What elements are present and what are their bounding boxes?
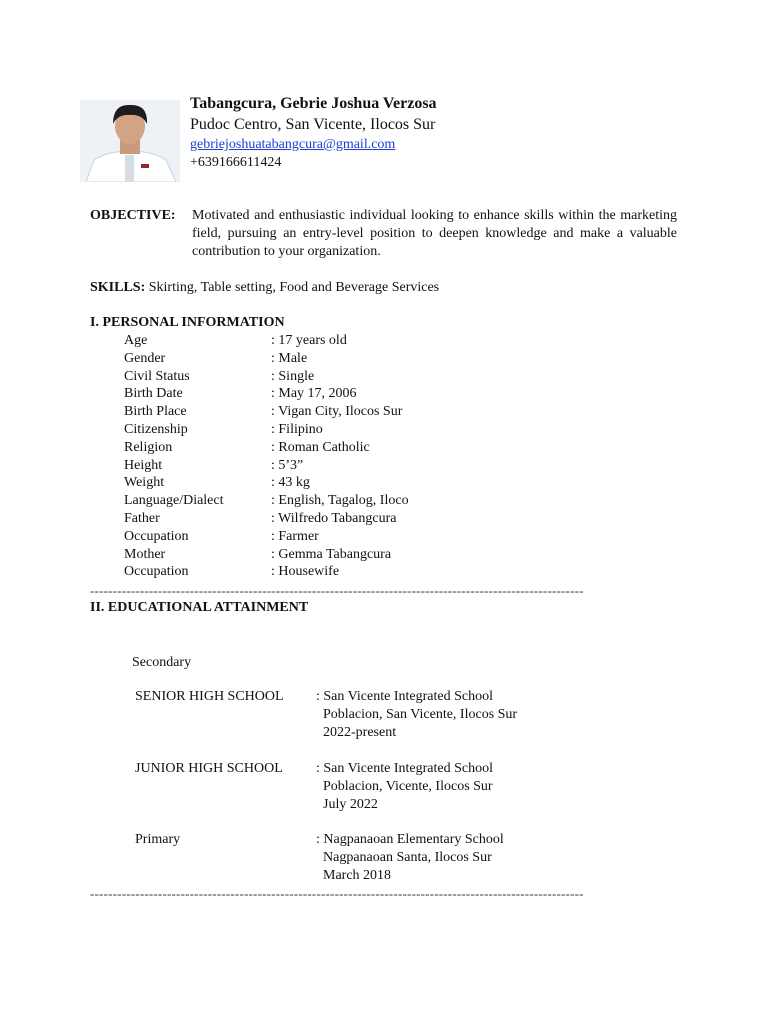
skills-line xyxy=(90,279,439,297)
info-row-mother-occupation xyxy=(124,563,564,581)
skills-label: SKILLS: xyxy=(90,280,146,295)
edu-school: : San Vicente Integrated School xyxy=(316,689,493,704)
section-divider: ------------------------------------------------------------------------------------------------------------- xyxy=(90,583,584,598)
info-key: Birth Date xyxy=(124,386,183,402)
info-value: : Housewife xyxy=(271,564,340,580)
info-key: Citizenship xyxy=(124,421,188,437)
info-value: : Filipino xyxy=(271,421,323,437)
info-row-father-occupation xyxy=(124,528,564,546)
edu-date: March 2018 xyxy=(323,867,392,883)
info-value: : 17 years old xyxy=(271,333,347,348)
edu-label-junior-high: JUNIOR HIGH SCHOOL xyxy=(135,761,283,776)
section-divider-bottom: ------------------------------------------------------------------------------------------------------------- xyxy=(90,886,584,901)
info-key: Mother xyxy=(124,546,166,562)
personal-info-table xyxy=(124,332,564,581)
info-row-religion xyxy=(124,439,564,457)
edu-date: 2022-present xyxy=(323,724,397,740)
info-key: Weight xyxy=(124,475,165,491)
edu-place: Nagpanaoan Santa, Ilocos Sur xyxy=(323,849,492,865)
info-value: : Roman Catholic xyxy=(271,439,370,455)
info-row-weight xyxy=(124,474,564,492)
info-row-father xyxy=(124,510,564,528)
edu-date: July 2022 xyxy=(323,796,378,812)
info-value: : Farmer xyxy=(271,528,319,544)
edu-place: Poblacion, Vicente, Ilocos Sur xyxy=(323,778,493,794)
info-value: : Wilfredo Tabangcura xyxy=(271,510,397,526)
info-row-mother xyxy=(124,546,564,564)
edu-details-junior-high xyxy=(316,760,493,813)
info-row-language xyxy=(124,492,564,510)
info-key: Religion xyxy=(124,439,173,455)
info-key: Occupation xyxy=(124,528,189,544)
personal-info-heading: I. PERSONAL INFORMATION xyxy=(90,315,285,330)
info-value: : May 17, 2006 xyxy=(271,386,357,402)
info-row-height xyxy=(124,457,564,475)
info-key: Birth Place xyxy=(124,404,187,420)
info-key: Father xyxy=(124,510,160,526)
info-row-birth-date xyxy=(124,385,564,403)
info-key: Civil Status xyxy=(124,368,190,384)
info-value: : 5’3” xyxy=(271,457,304,473)
info-row-age xyxy=(124,332,564,350)
skills-text: Skirting, Table setting, Food and Beverage Services xyxy=(145,280,440,295)
education-subheading: Secondary xyxy=(132,655,192,670)
edu-details-senior-high xyxy=(316,688,517,741)
edu-place: Poblacion, San Vicente, Ilocos Sur xyxy=(323,706,518,722)
info-value: : Male xyxy=(271,350,308,366)
info-row-citizenship xyxy=(124,421,564,439)
info-row-civil-status xyxy=(124,368,564,386)
edu-school: : San Vicente Integrated School xyxy=(316,761,493,776)
edu-school: : Nagpanaoan Elementary School xyxy=(316,832,504,847)
profile-photo-image xyxy=(80,100,180,182)
objective-label: OBJECTIVE: xyxy=(90,208,176,223)
info-value: : Single xyxy=(271,368,315,384)
objective-text: Motivated and enthusiastic individual looking to enhance skills within the marketing field, pursuing an entry-level position to deepen knowledge and make a valuable contribution to your organization. xyxy=(192,208,677,259)
info-row-gender xyxy=(124,350,564,368)
phone-number: +639166611424 xyxy=(190,155,282,170)
info-key: Occupation xyxy=(124,564,189,580)
edu-label-primary: Primary xyxy=(135,832,181,847)
edu-details-primary xyxy=(316,831,504,884)
applicant-name: Tabangcura, Gebrie Joshua Verzosa xyxy=(190,95,437,112)
info-key: Height xyxy=(124,457,163,473)
applicant-address: Pudoc Centro, San Vicente, Ilocos Sur xyxy=(190,116,436,133)
education-heading: II. EDUCATIONAL ATTAINMENT xyxy=(90,600,309,615)
info-key: Language/Dialect xyxy=(124,493,224,509)
profile-photo xyxy=(80,100,180,182)
info-value: : English, Tagalog, Iloco xyxy=(271,493,409,509)
info-key: Age xyxy=(124,333,148,348)
info-key: Gender xyxy=(124,350,166,366)
info-value: : 43 kg xyxy=(271,475,310,491)
edu-label-senior-high: SENIOR HIGH SCHOOL xyxy=(135,689,284,704)
email-link[interactable]: gebriejoshuatabangcura@gmail.com xyxy=(190,137,396,152)
info-value: : Gemma Tabangcura xyxy=(271,546,392,562)
info-row-birth-place xyxy=(124,403,564,421)
info-value: : Vigan City, Ilocos Sur xyxy=(271,404,403,420)
